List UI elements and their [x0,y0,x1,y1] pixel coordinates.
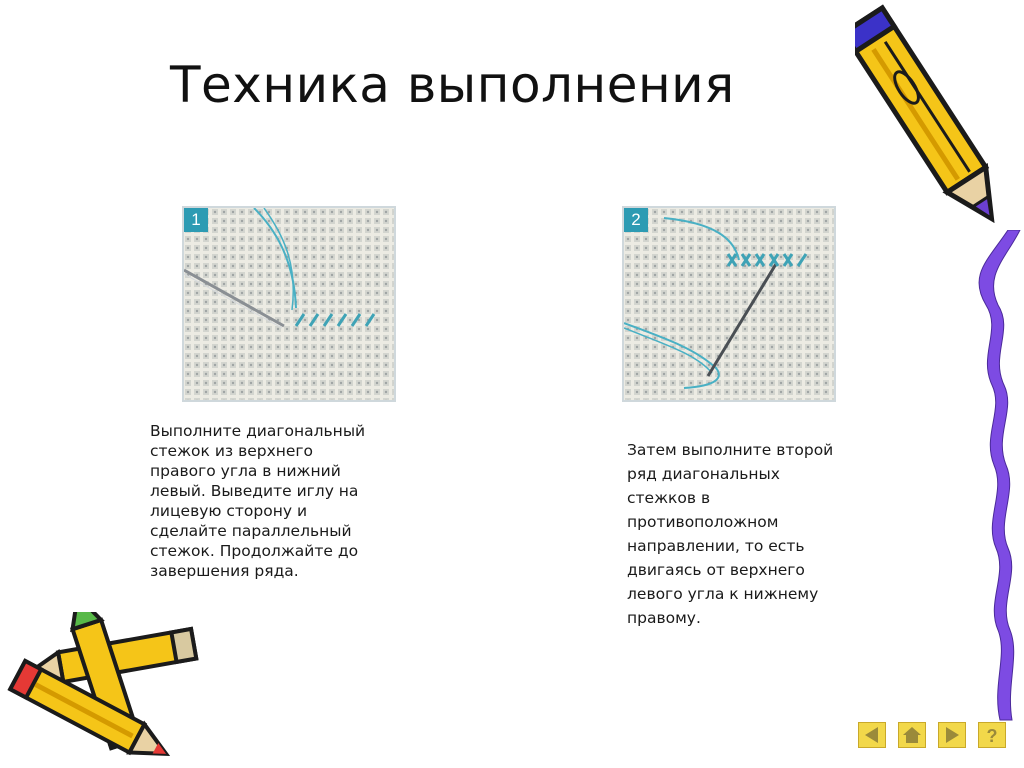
help-label: ? [986,726,998,746]
caption-line: Выполните диагональный [150,422,366,440]
slide-navigation [856,722,1006,750]
question-icon [979,723,1005,747]
caption-line: противоположном [627,513,779,531]
step-2-badge: 2 [624,208,648,232]
nav-help-button[interactable] [978,722,1006,748]
caption-line: правого угла в нижний [150,462,341,480]
caption-line: Затем выполните второй [627,441,834,459]
caption-line: направлении, то есть [627,537,805,555]
caption-line: левый. Выведите иглу на [150,482,359,500]
arrow-left-icon [859,723,885,747]
pencil-clipart-icon [855,0,1005,245]
step-2-caption [627,438,877,630]
caption-line: стежок из верхнего [150,442,314,460]
nav-next-button[interactable] [938,722,966,748]
home-icon [899,723,925,747]
pencils-crossed-clipart-icon [0,612,210,762]
caption-line: ряд диагональных [627,465,780,483]
caption-line: правому. [627,609,701,627]
nav-home-button[interactable] [898,722,926,748]
caption-line: стежков в [627,489,711,507]
wavy-ribbon-icon [968,230,1024,725]
caption-line: сделайте параллельный [150,522,352,540]
step-2-illustration [622,206,836,402]
step-1-badge: 1 [184,208,208,232]
caption-line: левого угла к нижнему [627,585,819,603]
caption-line: завершения ряда. [150,562,299,580]
caption-line: стежок. Продолжайте до [150,542,359,560]
nav-previous-button[interactable] [858,722,886,748]
step-1-illustration [182,206,396,402]
arrow-right-icon [939,723,965,747]
caption-line: двигаясь от верхнего [627,561,805,579]
slide-title: Техника выполнения [170,56,735,114]
step-1-caption [150,421,410,581]
caption-line: лицевую сторону и [150,502,308,520]
